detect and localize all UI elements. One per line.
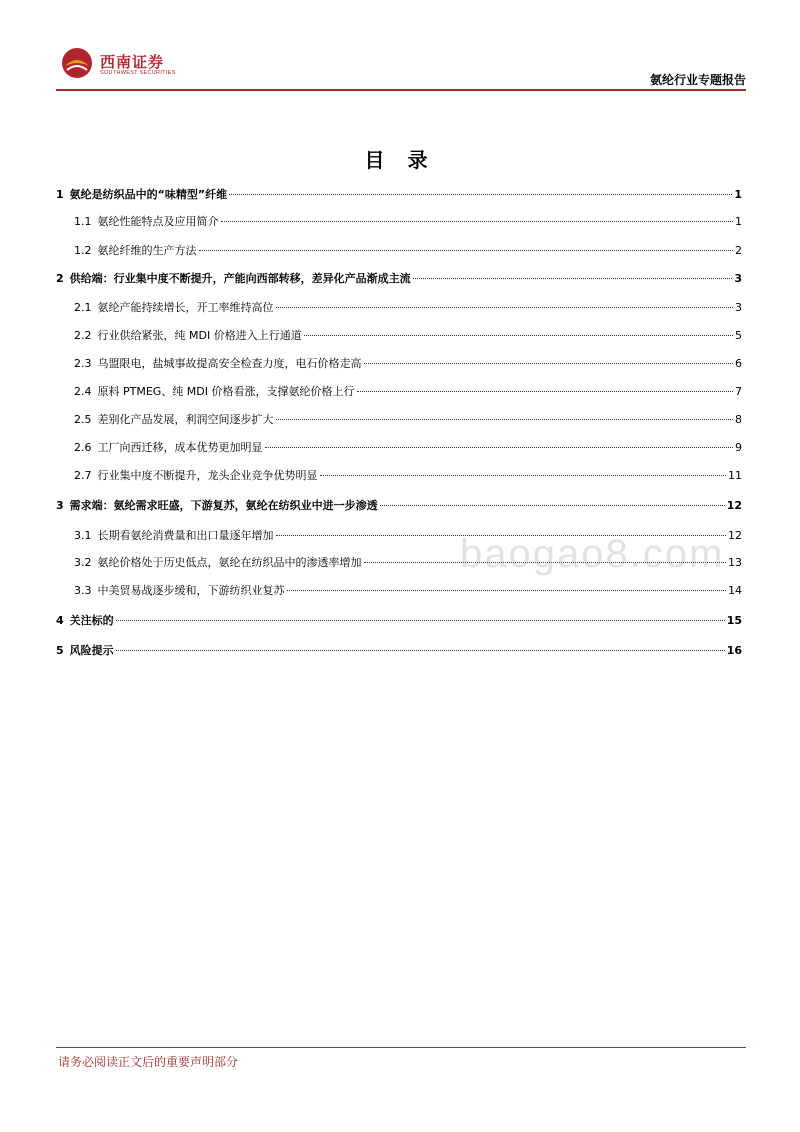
toc-dot-leader — [199, 250, 734, 251]
toc-entry-title: 行业供给紧张，纯 MDI 价格进入上行通道 — [97, 329, 302, 342]
toc-entry-title: 原料 PTMEG、纯 MDI 价格看涨，支撑氨纶价格上行 — [97, 385, 355, 398]
toc-entry-number: 2.7 — [74, 469, 92, 482]
toc-entry-title: 风险提示 — [69, 644, 114, 657]
toc-entry-title: 差别化产品发展，利润空间逐步扩大 — [97, 413, 274, 426]
toc-dot-leader — [116, 620, 725, 621]
footer-divider — [56, 1047, 746, 1048]
toc-entry-page: 1 — [734, 188, 742, 201]
toc-entry-number: 2 — [56, 272, 64, 285]
footer-disclaimer: 请务必阅读正文后的重要声明部分 — [58, 1055, 239, 1069]
toc-entry-page: 9 — [735, 441, 742, 454]
toc-entry[interactable] — [56, 327, 742, 349]
toc-entry-page: 16 — [726, 644, 742, 657]
toc-entry-number: 5 — [56, 644, 64, 657]
toc-entry[interactable] — [56, 642, 742, 664]
toc-entry-page: 7 — [735, 385, 742, 398]
toc-dot-leader — [304, 335, 733, 336]
toc-entry-page: 5 — [735, 329, 742, 342]
logo-chinese-name: 西南证券 — [100, 53, 165, 71]
toc-entry-title: 乌盟限电，盐城事故提高安全检查力度，电石价格走高 — [97, 357, 362, 370]
toc-entry-page: 11 — [728, 469, 742, 482]
toc-dot-leader — [116, 650, 725, 651]
toc-entry[interactable] — [56, 270, 742, 292]
toc-entry-number: 2.6 — [74, 441, 92, 454]
toc-dot-leader — [413, 278, 733, 279]
toc-dot-leader — [229, 194, 732, 195]
toc-entry-number: 3.3 — [74, 584, 92, 597]
toc-entry-page: 3 — [734, 272, 742, 285]
toc-dot-leader — [320, 475, 727, 476]
toc-entry[interactable] — [56, 355, 742, 377]
toc-entry[interactable] — [56, 411, 742, 433]
toc-entry-page: 15 — [726, 614, 742, 627]
toc-entry[interactable] — [56, 467, 742, 489]
toc-entry-number: 2.1 — [74, 301, 92, 314]
toc-dot-leader — [276, 419, 734, 420]
page-header — [56, 44, 746, 90]
toc-entry-title: 氨纶价格处于历史低点，氨纶在纺织品中的渗透率增加 — [97, 556, 362, 569]
company-logo — [60, 44, 220, 84]
toc-entry-number: 2.2 — [74, 329, 92, 342]
toc-entry-page: 14 — [728, 584, 742, 597]
toc-dot-leader — [364, 363, 734, 364]
toc-entry-title: 氨纶是纺织品中的“味精型”纤维 — [69, 188, 228, 201]
toc-dot-leader — [276, 307, 734, 308]
toc-entry-title: 中美贸易战逐步缓和，下游纺织业复苏 — [97, 584, 285, 597]
toc-entry-number: 2.3 — [74, 357, 92, 370]
toc-entry-number: 2.4 — [74, 385, 92, 398]
toc-entry-page: 13 — [728, 556, 742, 569]
toc-entry-title: 长期看氨纶消费量和出口量逐年增加 — [97, 529, 274, 542]
header-divider — [56, 89, 746, 91]
toc-entry-title: 氨纶纤维的生产方法 — [97, 244, 197, 257]
toc-entry-page: 12 — [728, 529, 742, 542]
toc-entry[interactable] — [56, 612, 742, 634]
toc-entry[interactable] — [56, 497, 742, 519]
toc-entry-number: 1.1 — [74, 215, 92, 228]
watermark: baogao8.com — [460, 532, 725, 576]
toc-entry[interactable] — [56, 299, 742, 321]
toc-entry-page: 3 — [735, 301, 742, 314]
toc-dot-leader — [221, 221, 734, 222]
toc-entry-number: 3.2 — [74, 556, 92, 569]
report-title: 氨纶行业专题报告 — [649, 73, 746, 87]
toc-entry-page: 12 — [726, 499, 742, 512]
toc-entry-number: 2.5 — [74, 413, 92, 426]
toc-entry-number: 1 — [56, 188, 64, 201]
toc-entry-title: 工厂向西迁移，成本优势更加明显 — [97, 441, 263, 454]
toc-entry[interactable] — [56, 242, 742, 264]
toc-entry-page: 6 — [735, 357, 742, 370]
toc-entry-title: 关注标的 — [69, 614, 114, 627]
toc-dot-leader — [380, 505, 725, 506]
toc-dot-leader — [357, 391, 733, 392]
toc-entry-title: 氨纶性能特点及应用简介 — [97, 215, 219, 228]
toc-entry-page: 2 — [735, 244, 742, 257]
toc-entry-number: 4 — [56, 614, 64, 627]
toc-entry[interactable] — [56, 383, 742, 405]
toc-entry-title: 行业集中度不断提升，龙头企业竞争优势明显 — [97, 469, 318, 482]
logo-emblem-icon — [60, 46, 94, 80]
toc-entry-title: 需求端：氨纶需求旺盛，下游复苏，氨纶在纺织业中进一步渗透 — [69, 499, 378, 512]
toc-entry-number: 3 — [56, 499, 64, 512]
toc-entry[interactable] — [56, 213, 742, 235]
toc-entry-page: 1 — [735, 215, 742, 228]
toc-entry-number: 1.2 — [74, 244, 92, 257]
toc-dot-leader — [265, 447, 734, 448]
toc-dot-leader — [287, 590, 727, 591]
toc-entry-title: 供给端：行业集中度不断提升，产能向西部转移，差异化产品渐成主流 — [69, 272, 411, 285]
toc-entry-number: 3.1 — [74, 529, 92, 542]
toc-entry[interactable] — [56, 186, 742, 208]
toc-entry[interactable] — [56, 439, 742, 461]
toc-entry-page: 8 — [735, 413, 742, 426]
toc-entry-title: 氨纶产能持续增长，开工率维持高位 — [97, 301, 274, 314]
toc-entry[interactable] — [56, 582, 742, 604]
logo-english-name: SOUTHWEST SECURITIES — [100, 70, 176, 76]
toc-heading: 目 录 — [364, 148, 436, 172]
